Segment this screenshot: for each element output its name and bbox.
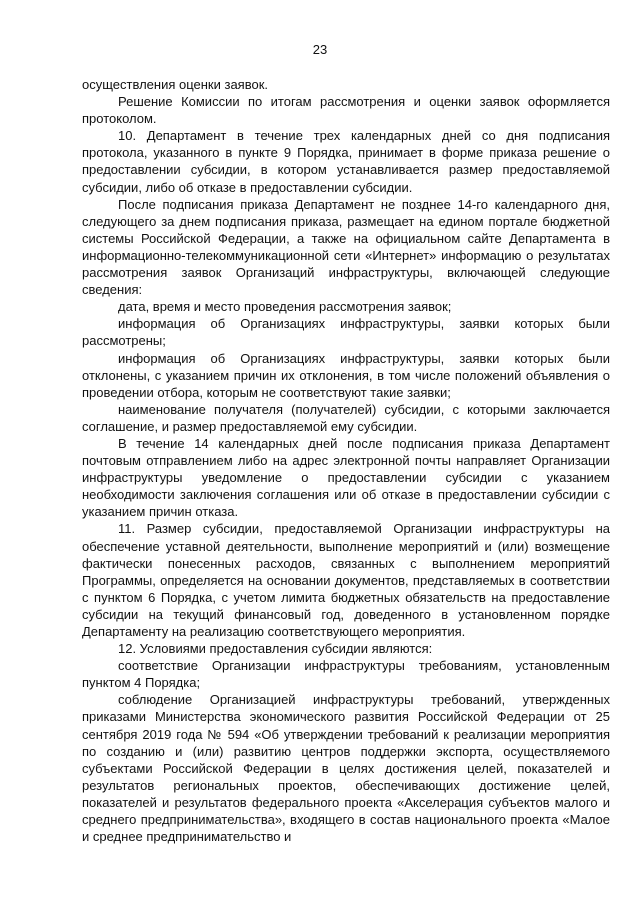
list-item-date-time-place: дата, время и место проведения рассмотрения заявок; [118, 299, 452, 315]
paragraph-continuation: осуществления оценки заявок. [82, 77, 268, 92]
paragraph-clause-11: 11. Размер субсидии, предоставляемой Организации инфраструктуры на обеспечение уставной деятельности, выполнение мероприятий и (или) возмещение фактически понесенных расходов, связанных с выполнением мероприятий Программы, определяется на основании документов, представляемых в соответствии с пунктом 6 Порядка, с учетом лимита бюджетных обязательств на предоставление субсидии на текущий финансовый год, доведенного в установленном порядке Департаменту на реализацию соответствующего мероприятия. [82, 521, 610, 639]
list-item-compliance: соответствие Организации инфраструктуры требованиям, установленным пунктом 4 Порядка; [82, 658, 610, 691]
list-item-recipient-name: наименование получателя (получателей) субсидии, с которыми заключается соглашение, и размер предоставляемой ему субсидии. [82, 401, 610, 434]
list-item-rejected-applications: информация об Организациях инфраструктуры, заявки которых были отклонены, с указанием причин их отклонения, в том числе положений объявления о проведении отбора, которым не соответствуют такие заявки; [82, 350, 610, 400]
document-body [82, 76, 610, 845]
paragraph-publication: После подписания приказа Департамент не позднее 14-го календарного дня, следующего за днем подписания приказа, размещает на едином портале бюджетной системы Российской Федерации, а также на официальном сайте Департамента в информационно-телекоммуникационной сети «Интернет» информацию о результатах рассмотрения заявок Организаций инфраструктуры, включающей следующие сведения: [82, 196, 610, 298]
list-item-requirements: соблюдение Организацией инфраструктуры требований, утвержденных приказами Министерства экономического развития Российской Федерации от 25 сентября 2019 года № 594 «Об утверждении требований к реализации мероприятия по созданию и (или) развитию центров поддержки экспорта, осуществляемого субъектами Российской Федерации в целях достижения целей, показателей и результатов региональных проектов, обеспечивающих достижение целей, показателей и результатов федерального проекта «Акселерация субъектов малого и среднего предпринимательства», входящего в состав национального проекта «Малое и среднее предпринимательство и [82, 692, 610, 845]
page-number: 23 [312, 42, 328, 57]
paragraph-clause-10: 10. Департамент в течение трех календарных дней со дня подписания протокола, указанного в пункте 9 Порядка, принимает в форме приказа решение о предоставлении субсидии, в котором устанавливается размер предоставляемой субсидии, либо об отказе в предоставлении субсидии. [82, 128, 610, 195]
list-item-reviewed-applications: информация об Организациях инфраструктуры, заявки которых были рассмотрены; [82, 316, 610, 349]
paragraph-commission-decision: Решение Комиссии по итогам рассмотрения и оценки заявок оформляется протоколом. [82, 94, 610, 127]
paragraph-clause-12: 12. Условиями предоставления субсидии являются: [118, 641, 433, 657]
paragraph-notification: В течение 14 календарных дней после подписания приказа Департамент почтовым отправлением либо на адрес электронной почты направляет Организации инфраструктуры уведомление о предоставлении субсидии с указанием необходимости заключения соглашения или об отказе в предоставлении субсидии с указанием причин отказа. [82, 435, 610, 520]
